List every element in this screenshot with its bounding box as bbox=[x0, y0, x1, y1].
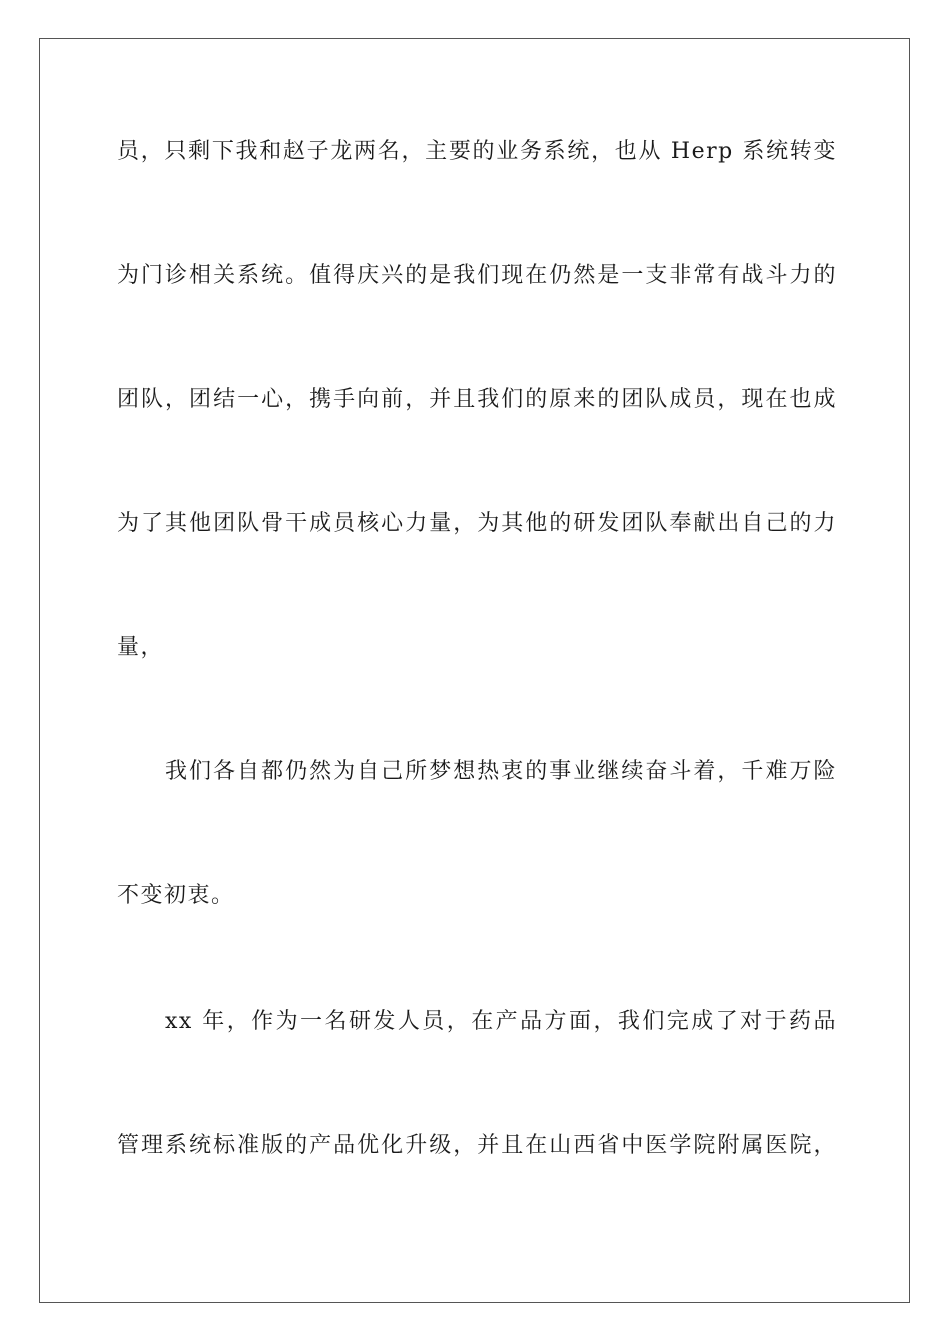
paragraph-line: 为门诊相关系统。值得庆兴的是我们现在仍然是一支非常有战斗力的 bbox=[117, 263, 837, 288]
paragraph-line: 我们各自都仍然为自己所梦想热衷的事业继续奋斗着，千难万险 bbox=[165, 759, 837, 784]
paragraph-line: 管理系统标准版的产品优化升级，并且在山西省中医学院附属医院， bbox=[117, 1133, 837, 1158]
paragraph-line: xx 年，作为一名研发人员，在产品方面，我们完成了对于药品 bbox=[165, 1009, 837, 1034]
page-border bbox=[39, 38, 910, 1303]
paragraph-line: 团队，团结一心，携手向前，并且我们的原来的团队成员，现在也成 bbox=[117, 387, 837, 412]
paragraph-line: 为了其他团队骨干成员核心力量，为其他的研发团队奉献出自己的力 bbox=[117, 511, 837, 536]
paragraph-line: 不变初衷。 bbox=[117, 883, 235, 908]
paragraph-line: 量， bbox=[117, 635, 165, 660]
paragraph-line: 员，只剩下我和赵子龙两名，主要的业务系统，也从 Herp 系统转变 bbox=[117, 139, 837, 164]
